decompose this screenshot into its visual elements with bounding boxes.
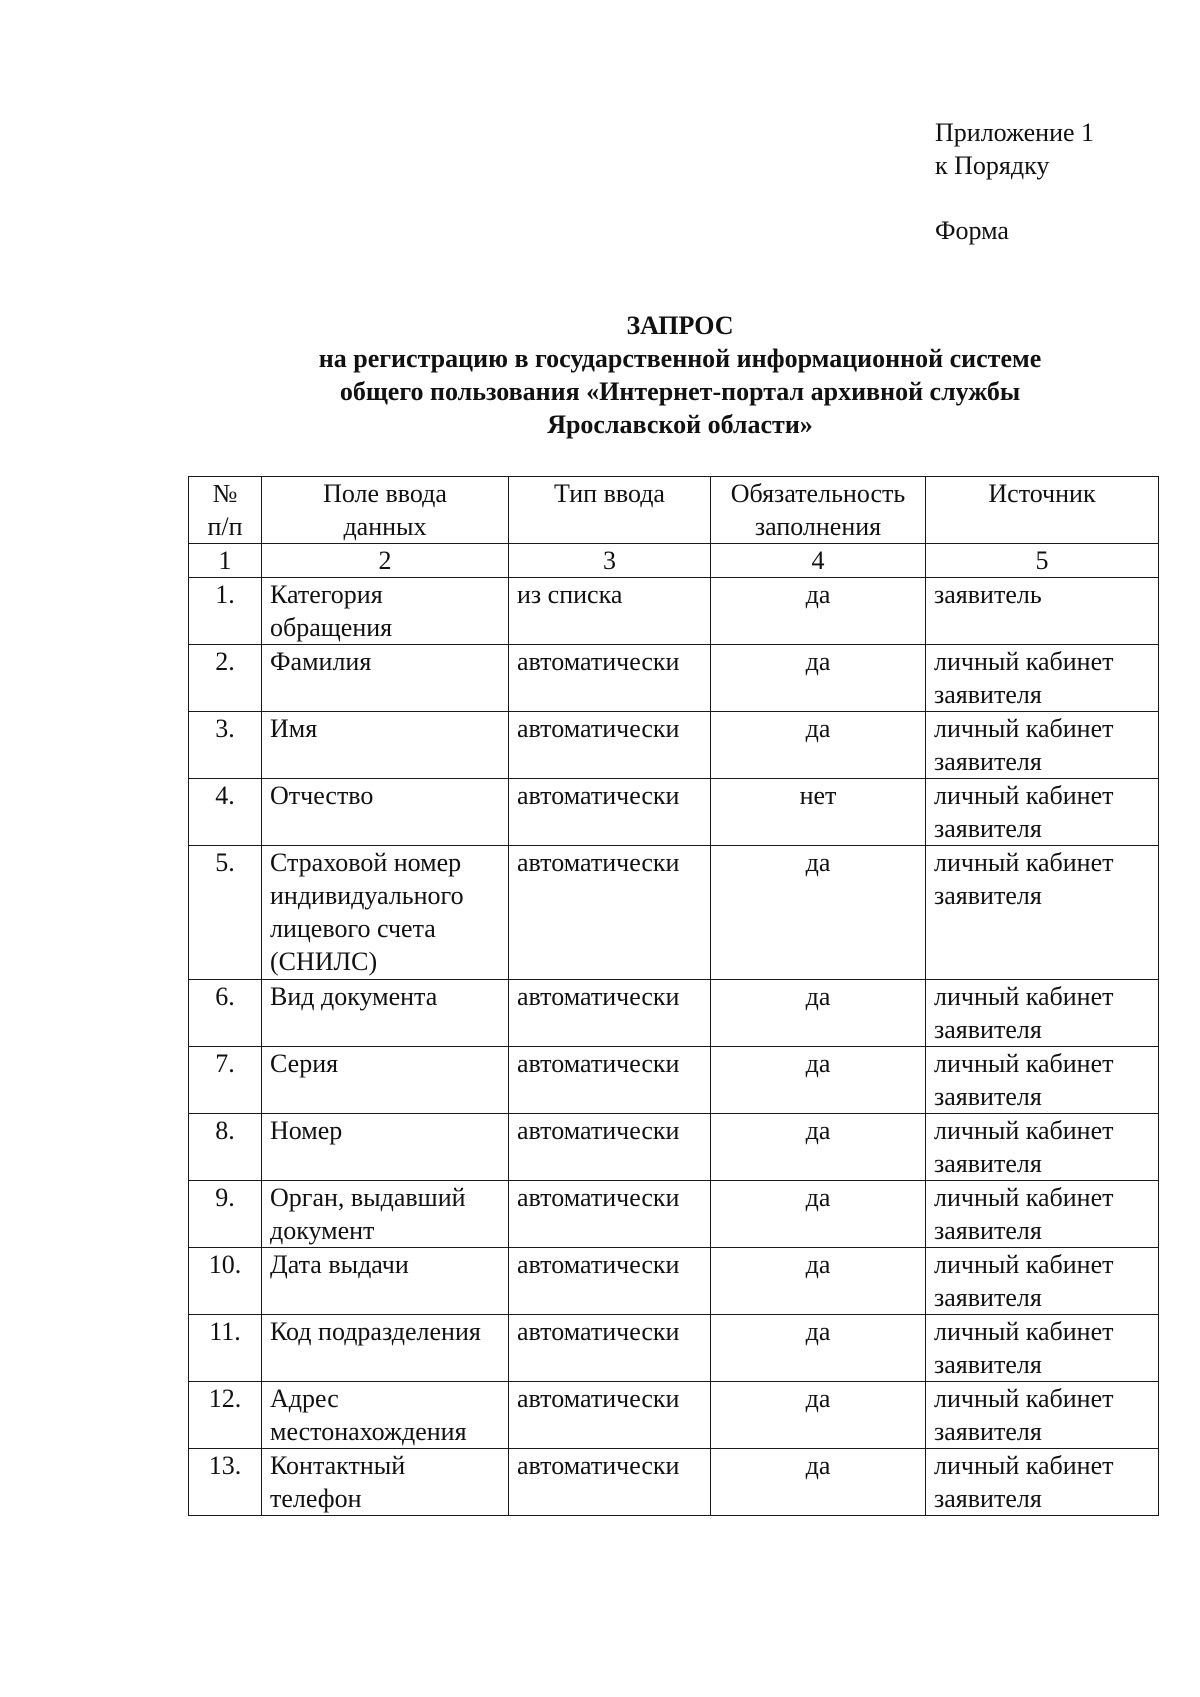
field-name-cell: Серия bbox=[262, 1047, 509, 1114]
table-row bbox=[189, 1449, 1159, 1516]
source-cell: заявитель bbox=[926, 578, 1159, 645]
document-title bbox=[0, 309, 1200, 441]
source-cell: личный кабинет заявителя bbox=[926, 846, 1159, 980]
table-row bbox=[189, 578, 1159, 645]
title-line-2: на регистрацию в государственной информационной системе bbox=[318, 344, 1042, 373]
source-cell: личный кабинет заявителя bbox=[926, 1248, 1159, 1315]
source-cell: личный кабинет заявителя bbox=[926, 1315, 1159, 1382]
input-type-cell: автоматически bbox=[509, 1248, 711, 1315]
column-number: 5 bbox=[926, 544, 1159, 578]
field-name-cell: Вид документа bbox=[262, 980, 509, 1047]
table-row bbox=[189, 1382, 1159, 1449]
column-number-row bbox=[189, 544, 1159, 578]
column-number: 2 bbox=[262, 544, 509, 578]
table-row bbox=[189, 980, 1159, 1047]
row-number-cell: 9. bbox=[189, 1181, 262, 1248]
required-cell: да bbox=[711, 578, 926, 645]
input-type-cell: автоматически bbox=[509, 980, 711, 1047]
title-line-3: общего пользования «Интернет-портал архивной службы bbox=[339, 377, 1021, 406]
source-cell: личный кабинет заявителя bbox=[926, 1181, 1159, 1248]
required-cell: да bbox=[711, 980, 926, 1047]
table-row bbox=[189, 1315, 1159, 1382]
field-name-cell: Код подразделения bbox=[262, 1315, 509, 1382]
source-cell: личный кабинет заявителя bbox=[926, 1114, 1159, 1181]
input-type-cell: из списка bbox=[509, 578, 711, 645]
required-cell: да bbox=[711, 1114, 926, 1181]
table-row bbox=[189, 1248, 1159, 1315]
input-type-cell: автоматически bbox=[509, 1382, 711, 1449]
header-input-type: Тип ввода bbox=[509, 477, 711, 544]
required-cell: нет bbox=[711, 779, 926, 846]
field-name-cell: Номер bbox=[262, 1114, 509, 1181]
row-number-cell: 13. bbox=[189, 1449, 262, 1516]
required-cell: да bbox=[711, 1181, 926, 1248]
field-name-cell: Имя bbox=[262, 712, 509, 779]
title-line-4: Ярославской области» bbox=[547, 410, 813, 439]
field-name-cell: Фамилия bbox=[262, 645, 509, 712]
required-cell: да bbox=[711, 1382, 926, 1449]
appendix-line-1: Приложение 1 bbox=[935, 118, 1095, 147]
row-number-cell: 4. bbox=[189, 779, 262, 846]
source-cell: личный кабинет заявителя bbox=[926, 980, 1159, 1047]
appendix-line-2: к Порядку bbox=[935, 151, 1050, 180]
registration-fields-table bbox=[188, 476, 1159, 1516]
header-required: Обязательность заполнения bbox=[711, 477, 926, 544]
row-number-cell: 6. bbox=[189, 980, 262, 1047]
input-type-cell: автоматически bbox=[509, 1047, 711, 1114]
input-type-cell: автоматически bbox=[509, 779, 711, 846]
field-name-cell: Адрес местонахождения bbox=[262, 1382, 509, 1449]
input-type-cell: автоматически bbox=[509, 1181, 711, 1248]
input-type-cell: автоматически bbox=[509, 1114, 711, 1181]
table-row bbox=[189, 1181, 1159, 1248]
column-number: 4 bbox=[711, 544, 926, 578]
source-cell: личный кабинет заявителя bbox=[926, 1047, 1159, 1114]
input-type-cell: автоматически bbox=[509, 1315, 711, 1382]
row-number-cell: 10. bbox=[189, 1248, 262, 1315]
header-field: Поле ввода данных bbox=[262, 477, 509, 544]
row-number-cell: 7. bbox=[189, 1047, 262, 1114]
required-cell: да bbox=[711, 1315, 926, 1382]
appendix-note bbox=[935, 116, 1094, 247]
field-name-cell: Категория обращения bbox=[262, 578, 509, 645]
source-cell: личный кабинет заявителя bbox=[926, 712, 1159, 779]
header-number: № п/п bbox=[189, 477, 262, 544]
row-number-cell: 11. bbox=[189, 1315, 262, 1382]
table-row bbox=[189, 712, 1159, 779]
table-row bbox=[189, 846, 1159, 980]
required-cell: да bbox=[711, 645, 926, 712]
field-name-cell: Контактный телефон bbox=[262, 1449, 509, 1516]
table-row bbox=[189, 1114, 1159, 1181]
field-name-cell: Страховой номер индивидуального лицевого счета (СНИЛС) bbox=[262, 846, 509, 980]
required-cell: да bbox=[711, 1449, 926, 1516]
row-number-cell: 8. bbox=[189, 1114, 262, 1181]
required-cell: да bbox=[711, 1047, 926, 1114]
input-type-cell: автоматически bbox=[509, 645, 711, 712]
field-name-cell: Орган, выдавший документ bbox=[262, 1181, 509, 1248]
row-number-cell: 3. bbox=[189, 712, 262, 779]
table-row bbox=[189, 645, 1159, 712]
row-number-cell: 5. bbox=[189, 846, 262, 980]
table-row bbox=[189, 779, 1159, 846]
row-number-cell: 1. bbox=[189, 578, 262, 645]
source-cell: личный кабинет заявителя bbox=[926, 779, 1159, 846]
required-cell: да bbox=[711, 1248, 926, 1315]
field-name-cell: Отчество bbox=[262, 779, 509, 846]
row-number-cell: 2. bbox=[189, 645, 262, 712]
column-number: 3 bbox=[509, 544, 711, 578]
required-cell: да bbox=[711, 712, 926, 779]
input-type-cell: автоматически bbox=[509, 712, 711, 779]
row-number-cell: 12. bbox=[189, 1382, 262, 1449]
table-row bbox=[189, 1047, 1159, 1114]
column-number: 1 bbox=[189, 544, 262, 578]
header-source: Источник bbox=[926, 477, 1159, 544]
title-line-1: ЗАПРОС bbox=[626, 311, 734, 340]
field-name-cell: Дата выдачи bbox=[262, 1248, 509, 1315]
source-cell: личный кабинет заявителя bbox=[926, 645, 1159, 712]
input-type-cell: автоматически bbox=[509, 846, 711, 980]
table-header-row bbox=[189, 477, 1159, 544]
input-type-cell: автоматически bbox=[509, 1449, 711, 1516]
source-cell: личный кабинет заявителя bbox=[926, 1382, 1159, 1449]
form-label: Форма bbox=[935, 216, 1009, 245]
source-cell: личный кабинет заявителя bbox=[926, 1449, 1159, 1516]
required-cell: да bbox=[711, 846, 926, 980]
